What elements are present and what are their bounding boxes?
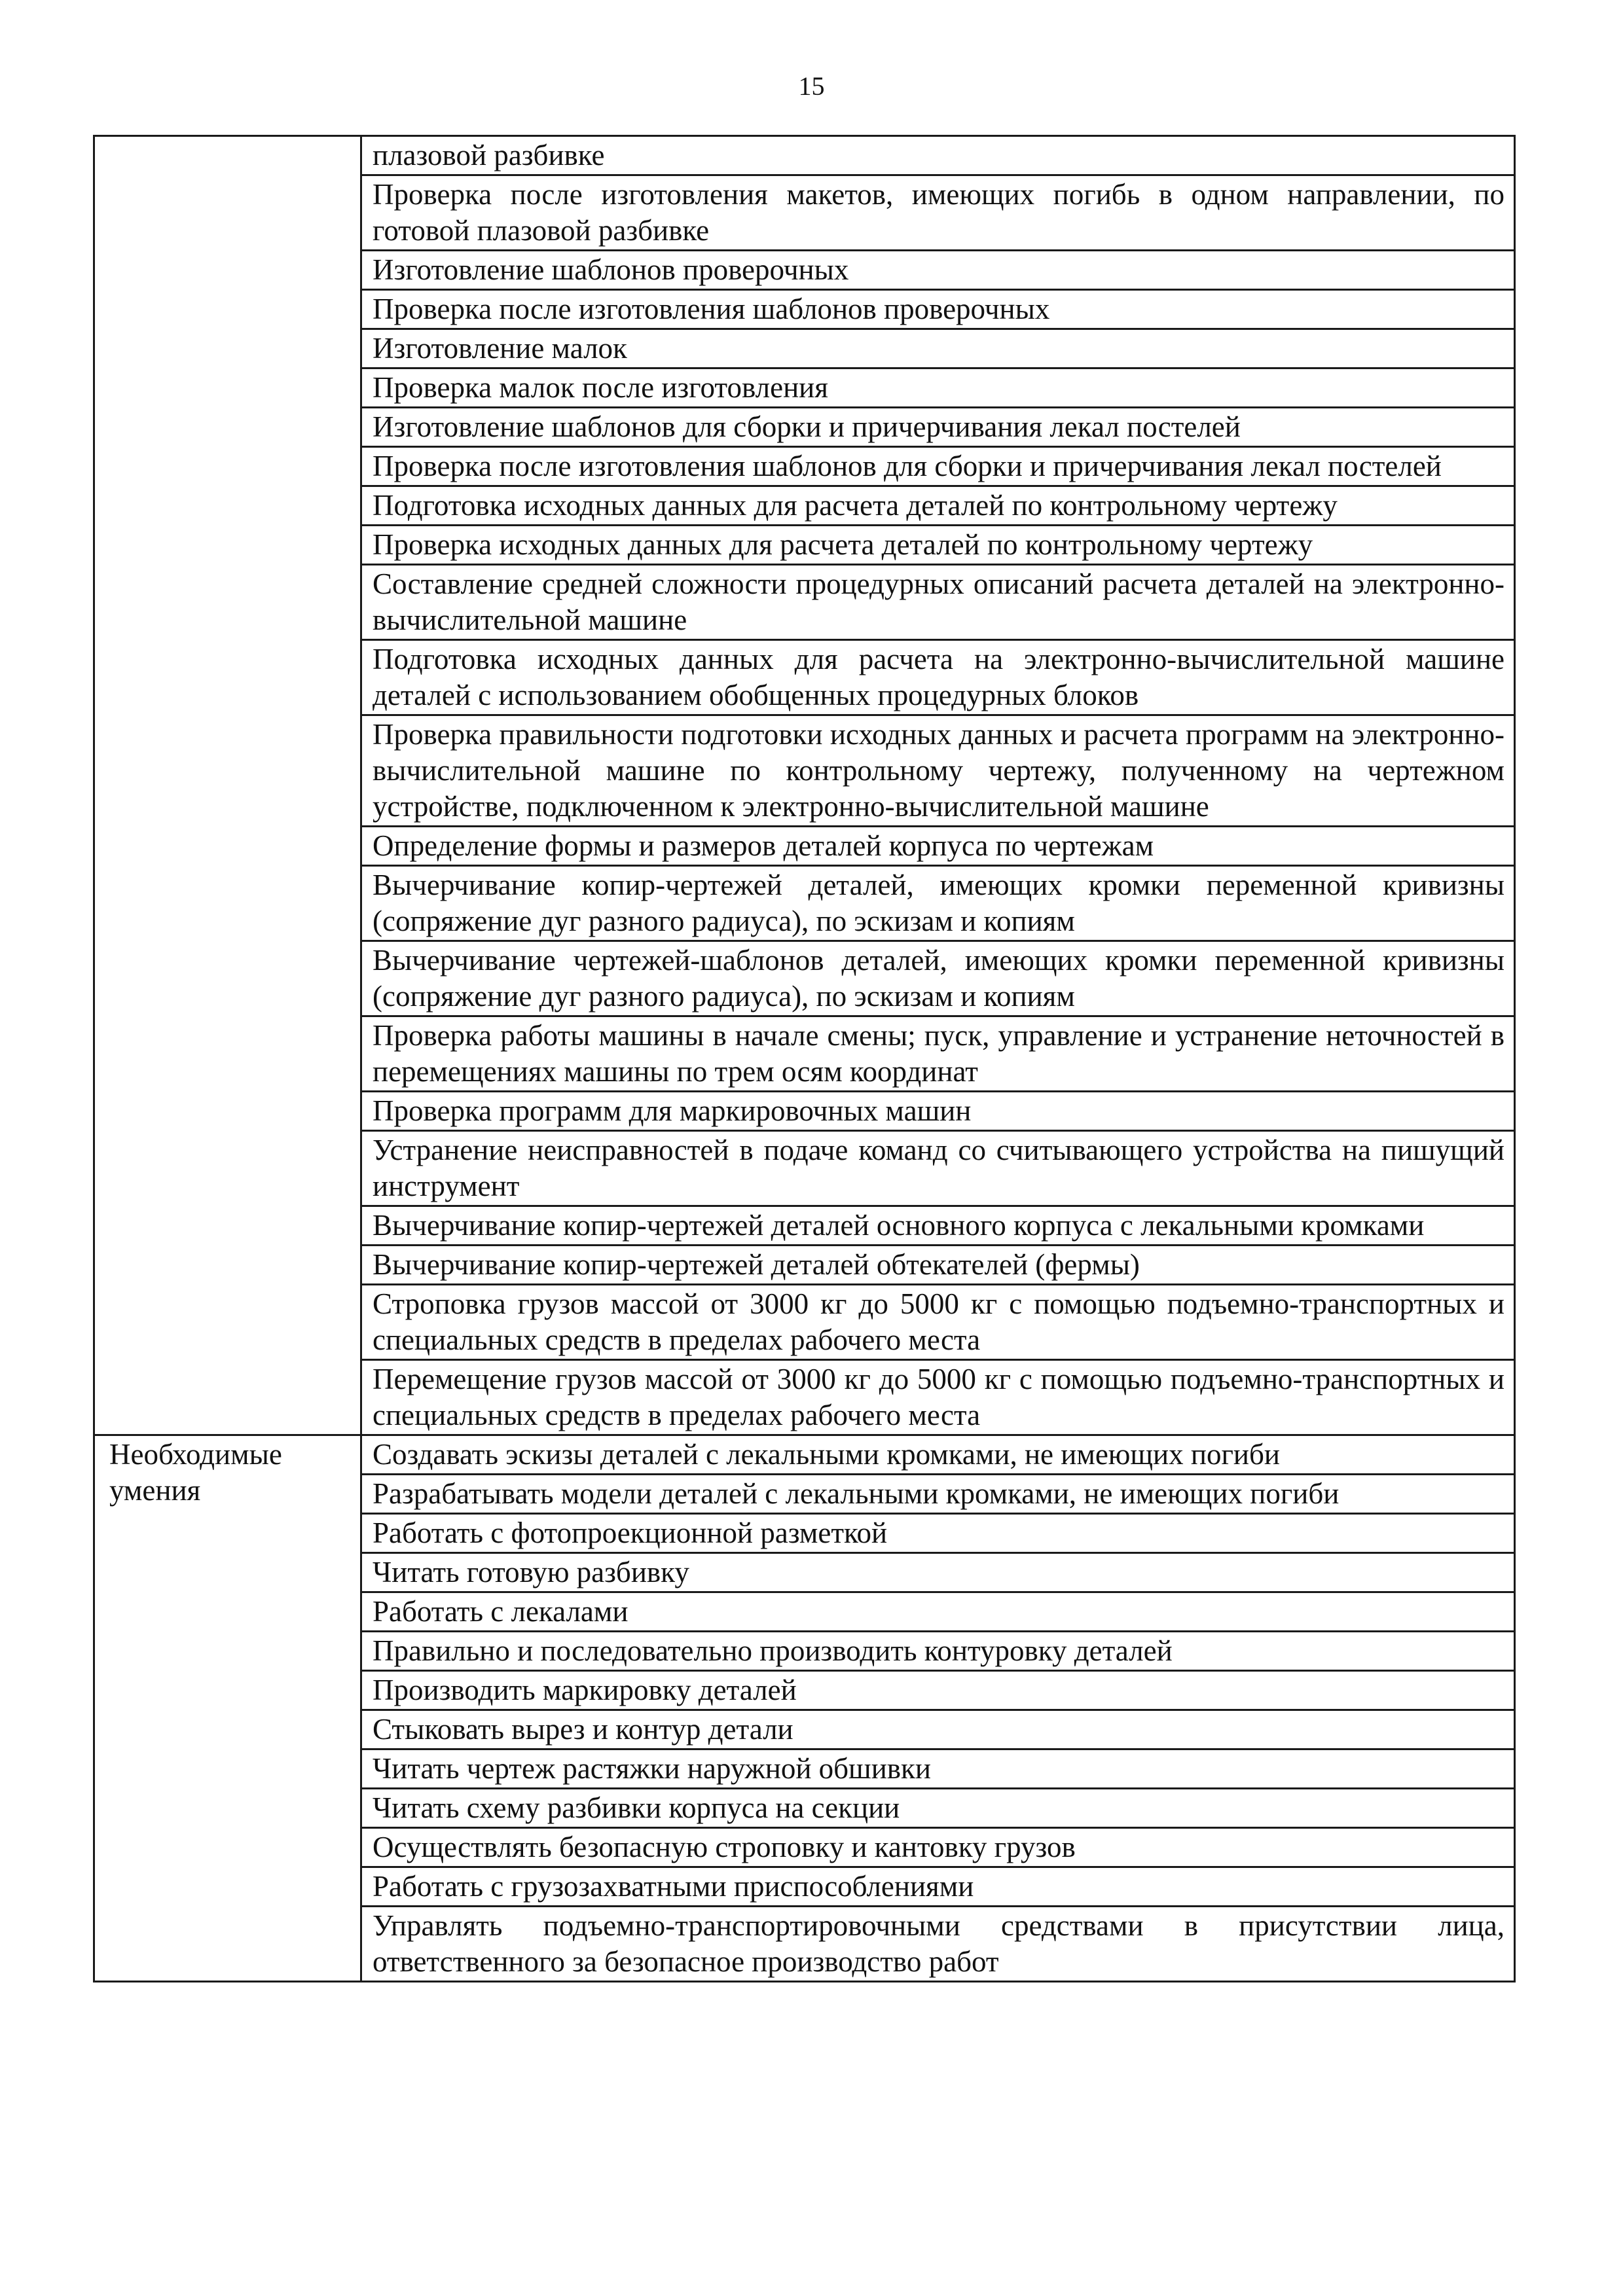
table-cell: Вычерчивание копир-чертежей деталей основного корпуса с лекальными кромками [361,1206,1515,1246]
table-cell: плазовой разбивке [361,136,1515,175]
table-cell: Читать схему разбивки корпуса на секции [361,1789,1515,1828]
table-cell: Работать с грузозахватными приспособлениями [361,1867,1515,1907]
table-cell: Проверка исходных данных для расчета деталей по контрольному чертежу [361,526,1515,565]
table-cell: Проверка после изготовления шаблонов проверочных [361,290,1515,329]
table-cell: Управлять подъемно-транспортировочными средствами в присутствии лица, ответственного за безопасное производство работ [361,1907,1515,1982]
table-cell: Определение формы и размеров деталей корпуса по чертежам [361,827,1515,866]
table-cell: Проверка программ для маркировочных машин [361,1092,1515,1131]
table-cell: Вычерчивание копир-чертежей деталей, имеющих кромки переменной кривизны (сопряжение дуг разного радиуса), по эскизам и копиям [361,866,1515,941]
table-cell: Проверка работы машины в начале смены; пуск, управление и устранение неточностей в перемещениях машины по трем осям координат [361,1016,1515,1092]
requirements-table-body [94,136,1515,1982]
table-cell: Подготовка исходных данных для расчета на электронно-вычислительной машине деталей с использованием обобщенных процедурных блоков [361,640,1515,715]
group-heading-continued [94,136,361,1435]
table-cell: Строповка грузов массой от 3000 кг до 5000 кг с помощью подъемно-транспортных и специальных средств в пределах рабочего места [361,1285,1515,1360]
table-cell: Производить маркировку деталей [361,1671,1515,1710]
table-cell: Работать с лекалами [361,1592,1515,1632]
table-cell: Проверка после изготовления шаблонов для сборки и причерчивания лекал постелей [361,447,1515,486]
table-cell: Составление средней сложности процедурных описаний расчета деталей на электронно-вычислительной машине [361,565,1515,640]
table-cell: Проверка правильности подготовки исходных данных и расчета программ на электронно-вычислительной машине по контрольному чертежу, полученному на чертежном устройстве, подключенном к электронно-вычислительной машине [361,715,1515,827]
table-cell: Перемещение грузов массой от 3000 кг до 5000 кг с помощью подъемно-транспортных и специальных средств в пределах рабочего места [361,1360,1515,1435]
table-cell: Работать с фотопроекционной разметкой [361,1514,1515,1553]
table-cell: Изготовление малок [361,329,1515,368]
table-cell: Осуществлять безопасную строповку и кантовку грузов [361,1828,1515,1867]
requirements-table [93,135,1516,1982]
table-cell: Вычерчивание копир-чертежей деталей обтекателей (фермы) [361,1246,1515,1285]
table-cell: Вычерчивание чертежей-шаблонов деталей, имеющих кромки переменной кривизны (сопряжение дуг разного радиуса), по эскизам и копиям [361,941,1515,1016]
table-cell: Изготовление шаблонов для сборки и причерчивания лекал постелей [361,408,1515,447]
table-cell: Разрабатывать модели деталей с лекальными кромками, не имеющих погиби [361,1475,1515,1514]
page-number: 15 [798,71,825,101]
group-heading: Необходимые умения [94,1435,361,1982]
table-row [94,1435,1515,1475]
table-cell: Стыковать вырез и контур детали [361,1710,1515,1749]
table-cell: Устранение неисправностей в подаче команд со считывающего устройства на пишущий инструмент [361,1131,1515,1206]
table-cell: Читать чертеж растяжки наружной обшивки [361,1749,1515,1789]
table-cell: Читать готовую разбивку [361,1553,1515,1592]
table-cell: Проверка малок после изготовления [361,368,1515,408]
table-cell: Проверка после изготовления макетов, имеющих погибь в одном направлении, по готовой плазовой разбивке [361,175,1515,251]
table-cell: Изготовление шаблонов проверочных [361,251,1515,290]
table-row [94,136,1515,175]
table-cell: Создавать эскизы деталей с лекальными кромками, не имеющих погиби [361,1435,1515,1475]
table-cell: Подготовка исходных данных для расчета деталей по контрольному чертежу [361,486,1515,526]
table-cell: Правильно и последовательно производить контуровку деталей [361,1632,1515,1671]
